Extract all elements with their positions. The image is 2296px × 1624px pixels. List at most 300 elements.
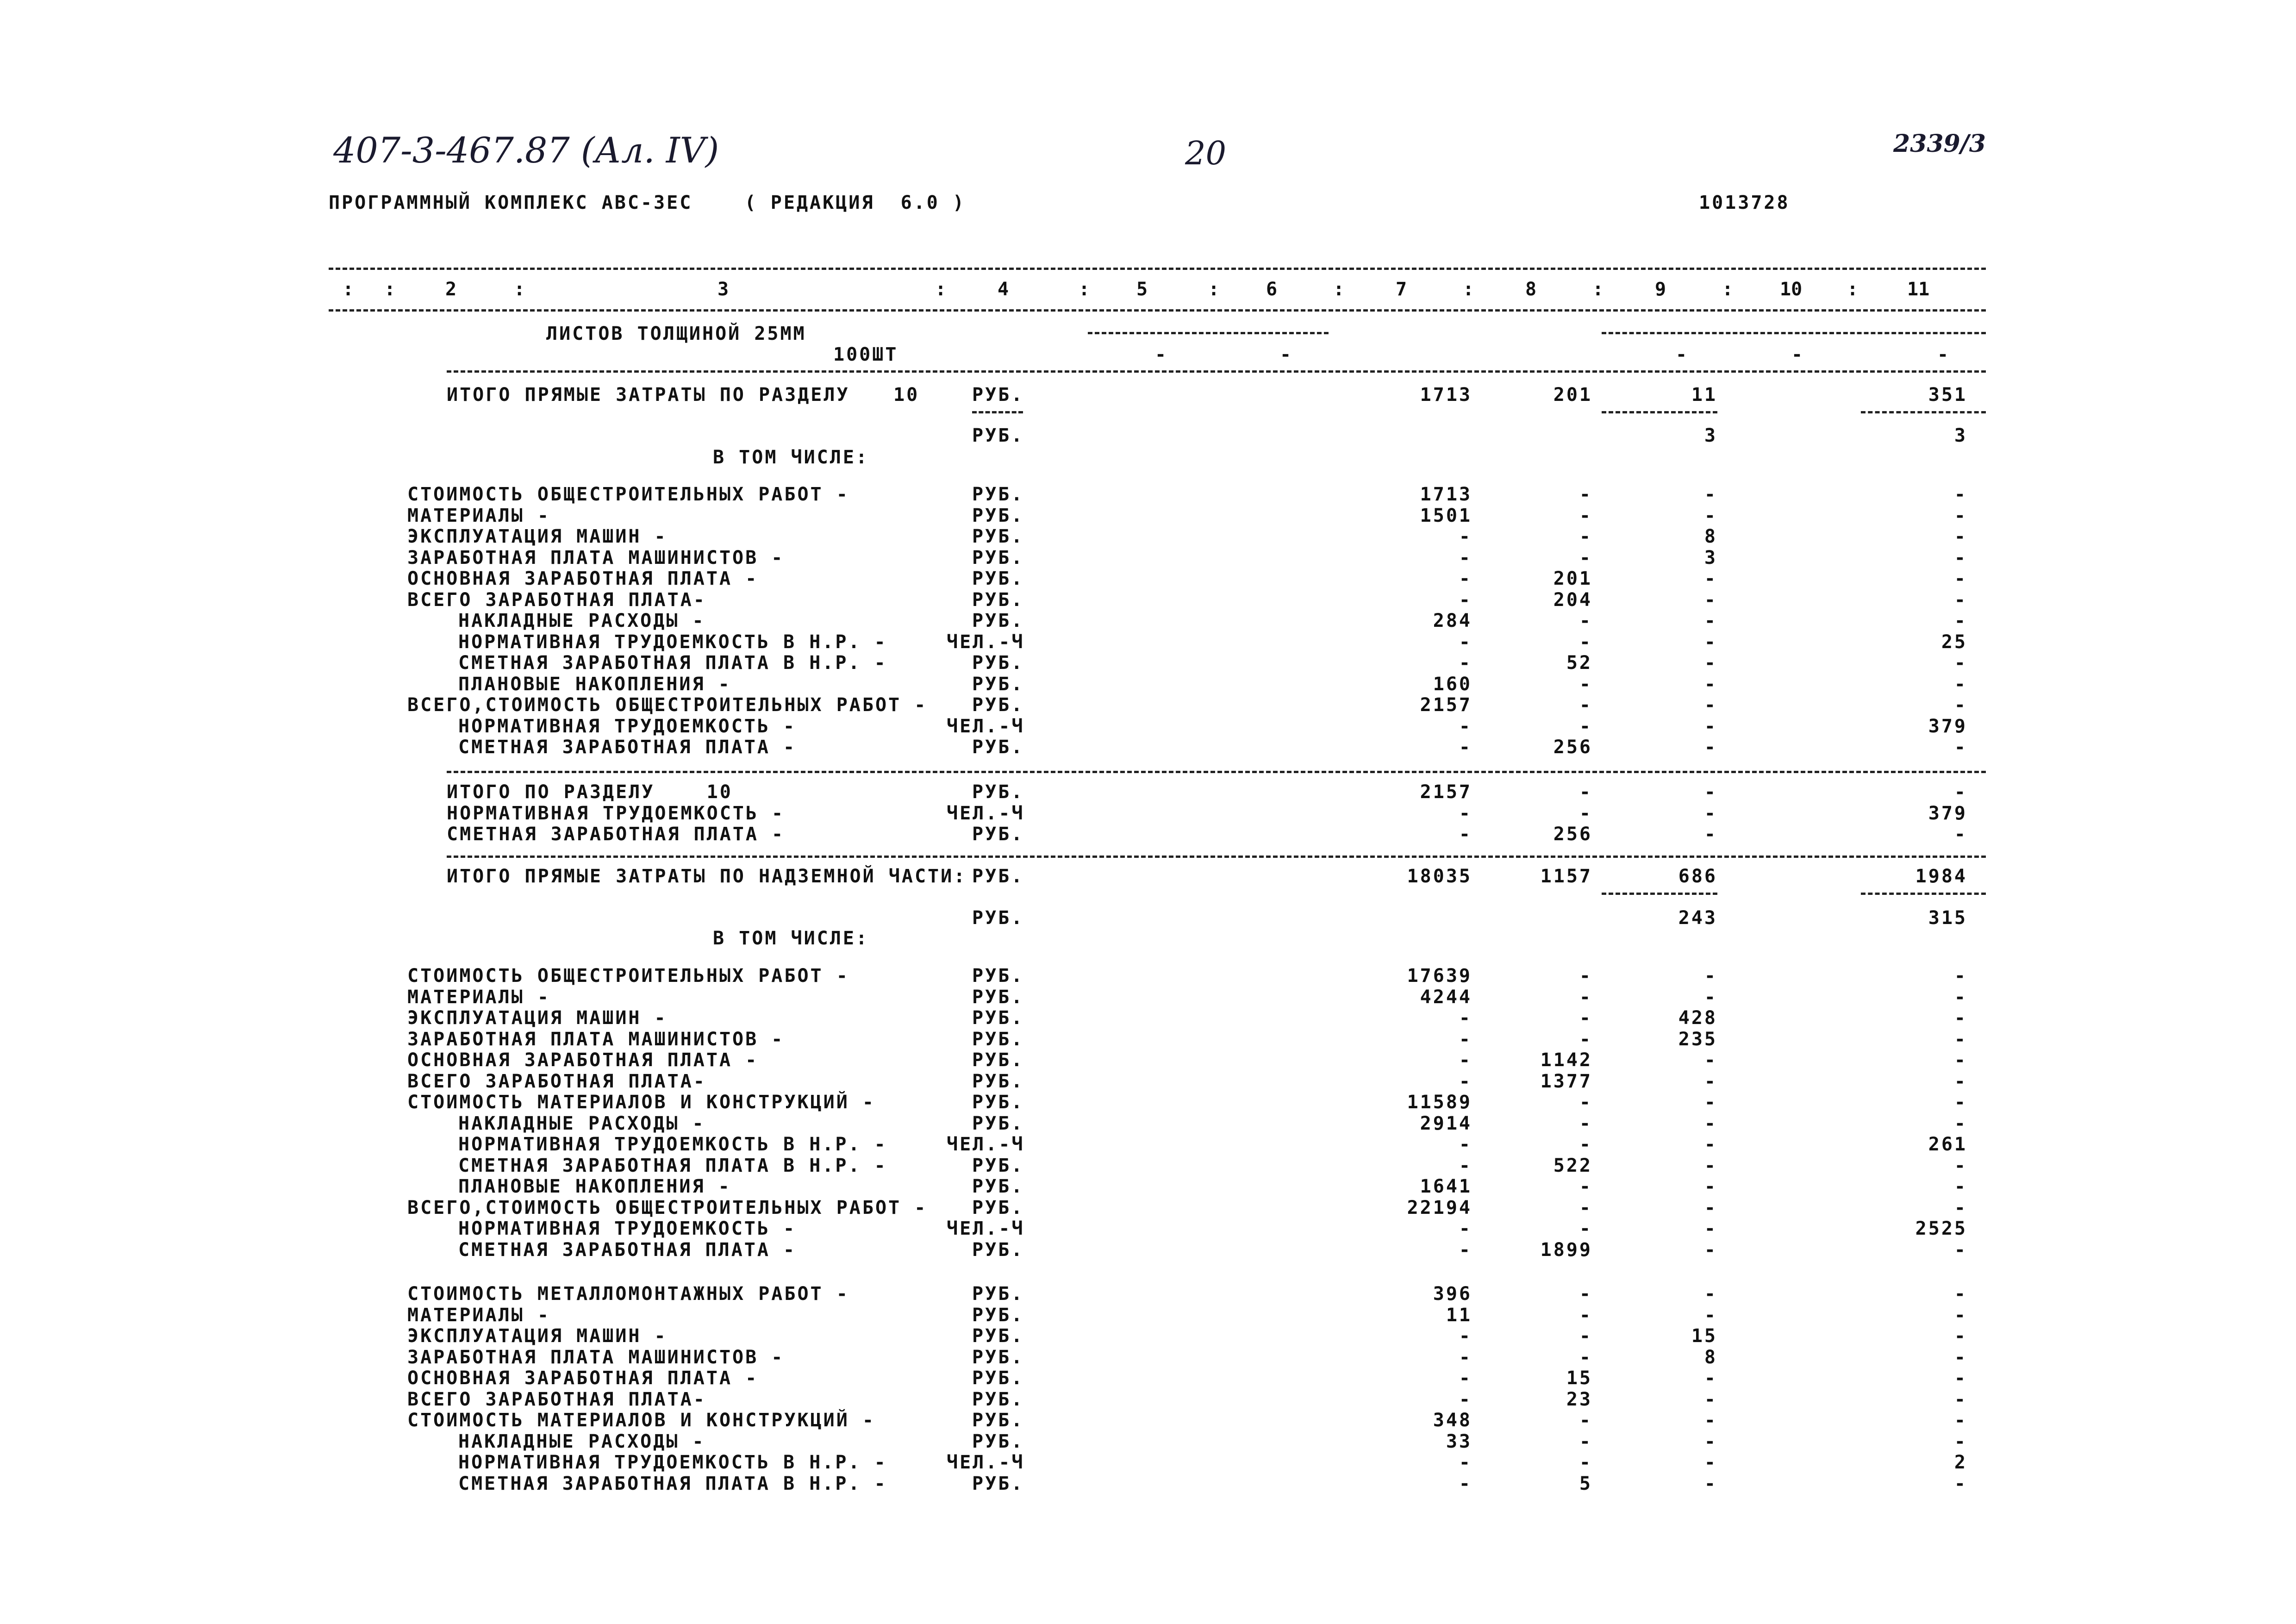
unit: РУБ. — [972, 866, 1024, 887]
row-unit: РУБ. — [972, 694, 1024, 716]
col11-value: - — [1954, 526, 1967, 547]
col8-value: - — [1579, 1218, 1592, 1239]
col8-value: - — [1579, 715, 1592, 737]
block0-dash: - — [1155, 344, 1168, 365]
col7-value: - — [1459, 1239, 1472, 1261]
col9-value: 243 — [1678, 907, 1717, 929]
row-label: ПЛАНОВЫЕ НАКОПЛЕНИЯ - — [458, 673, 731, 695]
col7-value: - — [1459, 1325, 1472, 1347]
row-unit: РУБ. — [972, 781, 1024, 803]
col7-value: - — [1459, 1070, 1472, 1092]
row-label: НОРМАТИВНАЯ ТРУДОЕМКОСТЬ В Н.Р. - — [458, 1134, 887, 1155]
table-row — [0, 1389, 2296, 1410]
col7-value: - — [1459, 1452, 1472, 1473]
col9-value: - — [1704, 1134, 1717, 1155]
col11-value: 3 — [1954, 425, 1967, 446]
col-header-8: 8 — [1525, 279, 1537, 300]
row-unit: РУБ. — [972, 589, 1024, 611]
section-rule — [447, 856, 1986, 858]
col-header-7: 7 — [1396, 279, 1407, 300]
col9-value: 11 — [1691, 384, 1717, 406]
row-label: СТОИМОСТЬ МАТЕРИАЛОВ И КОНСТРУКЦИЙ - — [407, 1092, 875, 1113]
col11-value: - — [1954, 1410, 1967, 1431]
col9-value: - — [1704, 1473, 1717, 1494]
col11-value: - — [1954, 824, 1967, 845]
col11-value: 379 — [1928, 715, 1967, 737]
table-row — [0, 484, 2296, 505]
col8-value: - — [1579, 1430, 1592, 1452]
col8-value: - — [1579, 1007, 1592, 1029]
col11-value: - — [1954, 1049, 1967, 1071]
col8-value: 256 — [1553, 737, 1592, 758]
col11-value: - — [1954, 652, 1967, 674]
col-sep: : — [514, 279, 525, 300]
col7-value: 22194 — [1407, 1197, 1472, 1218]
table-row — [0, 1134, 2296, 1155]
col9-value: - — [1704, 1218, 1717, 1239]
col7-value: 2914 — [1420, 1112, 1472, 1134]
col9-value: - — [1704, 1430, 1717, 1452]
table-row — [0, 1325, 2296, 1347]
row-unit: РУБ. — [972, 652, 1024, 674]
col11-value: - — [1954, 1388, 1967, 1410]
col9-value: - — [1704, 737, 1717, 758]
col11-value: - — [1954, 1007, 1967, 1029]
table-row — [0, 568, 2296, 589]
col11-value: - — [1954, 737, 1967, 758]
table-row — [0, 1113, 2296, 1134]
sub-rule — [1861, 893, 1986, 895]
table-row — [0, 1071, 2296, 1092]
col-sep: : — [1592, 279, 1604, 300]
col11-value: - — [1954, 1346, 1967, 1368]
sub-rule — [972, 411, 1023, 413]
table-row — [0, 547, 2296, 568]
row-unit: РУБ. — [972, 986, 1024, 1008]
sub-rule — [1602, 411, 1717, 413]
col7-value: 1501 — [1420, 505, 1472, 526]
row-unit: ЧЕЛ.-Ч — [947, 1134, 1025, 1155]
col8-value: - — [1579, 1410, 1592, 1431]
row-unit: ЧЕЛ.-Ч — [947, 631, 1025, 653]
table-row — [0, 589, 2296, 611]
col7-value: 1713 — [1420, 484, 1472, 505]
row-unit: РУБ. — [972, 1388, 1024, 1410]
col9-value: 428 — [1678, 1007, 1717, 1029]
col8-value: - — [1579, 1452, 1592, 1473]
row-label: ВСЕГО ЗАРАБОТНАЯ ПЛАТА- — [407, 1070, 706, 1092]
item-description-line1: ЛИСТОВ ТОЛЩИНОЙ 25ММ — [546, 323, 806, 344]
col9-value: - — [1704, 631, 1717, 653]
col8-value: 256 — [1553, 824, 1592, 845]
row-label: НАКЛАДНЫЕ РАСХОДЫ - — [458, 610, 705, 631]
col7-value: - — [1459, 1049, 1472, 1071]
col8-value: 522 — [1553, 1155, 1592, 1176]
col9-value: - — [1704, 1452, 1717, 1473]
col7-value: 11589 — [1407, 1092, 1472, 1113]
col7-value: - — [1459, 1028, 1472, 1050]
row-unit: ЧЕЛ.-Ч — [947, 1452, 1025, 1473]
table-row — [0, 610, 2296, 631]
table-row — [0, 1155, 2296, 1176]
col7-value: 17639 — [1407, 965, 1472, 987]
row-label: СМЕТНАЯ ЗАРАБОТНАЯ ПЛАТА - — [458, 1239, 797, 1261]
including-heading: В ТОМ ЧИСЛЕ: — [713, 928, 869, 949]
col8-value: - — [1579, 1112, 1592, 1134]
col11-value: - — [1954, 1092, 1967, 1113]
col7-value: - — [1459, 1155, 1472, 1176]
header-rule-bottom — [329, 309, 1986, 312]
col8-value: 1899 — [1540, 1239, 1592, 1261]
col8-value: - — [1579, 1283, 1592, 1305]
col11-value: 261 — [1928, 1134, 1967, 1155]
table-row — [0, 674, 2296, 695]
col-sep: : — [1208, 279, 1220, 300]
col8-value: - — [1579, 526, 1592, 547]
table-row — [0, 1176, 2296, 1197]
header-rule-top — [329, 268, 1986, 270]
row-label: СМЕТНАЯ ЗАРАБОТНАЯ ПЛАТА - — [458, 737, 797, 758]
row-unit: РУБ. — [972, 1049, 1024, 1071]
col11-value: 315 — [1928, 907, 1967, 929]
row-unit: РУБ. — [972, 1092, 1024, 1113]
row-label: НОРМАТИВНАЯ ТРУДОЕМКОСТЬ - — [458, 715, 797, 737]
row-unit: РУБ. — [972, 505, 1024, 526]
table-row — [0, 1431, 2296, 1452]
col-sep: : — [1079, 279, 1090, 300]
col-header-1: : — [343, 279, 354, 300]
col9-value: - — [1704, 824, 1717, 845]
row-label: ПЛАНОВЫЕ НАКОПЛЕНИЯ - — [458, 1176, 731, 1197]
col7-value: 348 — [1433, 1410, 1472, 1431]
sub-rule — [1861, 411, 1986, 413]
col7-value: - — [1459, 1346, 1472, 1368]
row-label: СТОИМОСТЬ ОБЩЕСТРОИТЕЛЬНЫХ РАБОТ - — [407, 965, 849, 987]
row-label: СТОИМОСТЬ МАТЕРИАЛОВ И КОНСТРУКЦИЙ - — [407, 1410, 875, 1431]
col9-value: 8 — [1704, 526, 1717, 547]
row-label: НАКЛАДНЫЕ РАСХОДЫ - — [458, 1430, 705, 1452]
col9-value: - — [1704, 1112, 1717, 1134]
col11-value: - — [1954, 781, 1967, 803]
col7-value: 18035 — [1407, 866, 1472, 887]
row-label: МАТЕРИАЛЫ - — [407, 986, 550, 1008]
col7-value: 1641 — [1420, 1176, 1472, 1197]
col8-value: - — [1579, 1092, 1592, 1113]
col9-value: - — [1704, 652, 1717, 674]
col-header-10: 10 — [1780, 279, 1803, 300]
col9-value: - — [1704, 1092, 1717, 1113]
program-header: ПРОГРАММНЫЙ КОМПЛЕКС АВС-3ЕС ( РЕДАКЦИЯ 6.0 ) — [329, 192, 966, 213]
row-label: ВСЕГО,СТОИМОСТЬ ОБЩЕСТРОИТЕЛЬНЫХ РАБОТ - — [407, 694, 928, 716]
row-label: СМЕТНАЯ ЗАРАБОТНАЯ ПЛАТА В Н.Р. - — [458, 1155, 887, 1176]
col8-value: - — [1579, 484, 1592, 505]
table-row — [0, 1029, 2296, 1050]
col8-value: - — [1579, 781, 1592, 803]
col8-value: - — [1579, 610, 1592, 631]
row-unit: РУБ. — [972, 1473, 1024, 1494]
table-row — [0, 1368, 2296, 1389]
col8-value: - — [1579, 673, 1592, 695]
col8-value: - — [1579, 986, 1592, 1008]
col-header-5: 5 — [1136, 279, 1148, 300]
col11-value: - — [1954, 1283, 1967, 1305]
table-row — [0, 965, 2296, 987]
col7-value: 396 — [1433, 1283, 1472, 1305]
total-label: ИТОГО ПРЯМЫЕ ЗАТРАТЫ ПО РАЗДЕЛУ — [447, 384, 850, 406]
col-header-9: 9 — [1655, 279, 1666, 300]
row-label: СМЕТНАЯ ЗАРАБОТНАЯ ПЛАТА В Н.Р. - — [458, 652, 887, 674]
row-unit: РУБ. — [972, 1346, 1024, 1368]
col8-value: 1377 — [1540, 1070, 1592, 1092]
row-label: ЗАРАБОТНАЯ ПЛАТА МАШИНИСТОВ - — [407, 547, 785, 568]
row-label: НОРМАТИВНАЯ ТРУДОЕМКОСТЬ В Н.Р. - — [458, 631, 887, 653]
col11-value: - — [1954, 1473, 1967, 1494]
row-unit: РУБ. — [972, 1176, 1024, 1197]
col9-value: - — [1704, 589, 1717, 611]
block0-dash: - — [1280, 344, 1293, 365]
col8-value: 201 — [1553, 568, 1592, 589]
table-row — [0, 694, 2296, 716]
col11-value: - — [1954, 1325, 1967, 1347]
table-row — [0, 1092, 2296, 1113]
col11-value: - — [1954, 986, 1967, 1008]
sub-rule — [1602, 893, 1717, 895]
col9-value: 686 — [1678, 866, 1717, 887]
col11-value: - — [1954, 484, 1967, 505]
col11-value: - — [1954, 1368, 1967, 1389]
col9-value: - — [1704, 610, 1717, 631]
col7-value: - — [1459, 737, 1472, 758]
table-row — [0, 781, 2296, 803]
table-row — [0, 1452, 2296, 1473]
unit: РУБ. — [972, 907, 1024, 929]
col9-value: - — [1704, 673, 1717, 695]
col9-value: - — [1704, 694, 1717, 716]
col11-value: - — [1954, 694, 1967, 716]
table-row — [0, 1473, 2296, 1494]
row-unit: РУБ. — [972, 1239, 1024, 1261]
col8-value: - — [1579, 802, 1592, 824]
table-row — [0, 505, 2296, 526]
handwritten-page-number: 20 — [1185, 134, 1227, 172]
table-row — [0, 1347, 2296, 1368]
col11-value: - — [1954, 1070, 1967, 1092]
col7-value: - — [1459, 1007, 1472, 1029]
col-header-6: 6 — [1266, 279, 1278, 300]
table-row — [0, 716, 2296, 737]
document-number: 1013728 — [1699, 192, 1790, 213]
col7-value: - — [1459, 1218, 1472, 1239]
col7-value: 160 — [1433, 673, 1472, 695]
col7-value: 2157 — [1420, 781, 1472, 803]
col8-value: 201 — [1553, 384, 1592, 406]
col9-value: - — [1704, 1239, 1717, 1261]
row-unit: РУБ. — [972, 1155, 1024, 1176]
col-sep: : — [935, 279, 947, 300]
row-label: ОСНОВНАЯ ЗАРАБОТНАЯ ПЛАТА - — [407, 568, 759, 589]
col8-value: - — [1579, 505, 1592, 526]
section-rule — [447, 370, 1986, 373]
col7-value: - — [1459, 526, 1472, 547]
row-label: СМЕТНАЯ ЗАРАБОТНАЯ ПЛАТА - — [447, 824, 785, 845]
row-unit: РУБ. — [972, 568, 1024, 589]
table-row — [0, 803, 2296, 824]
col11-value: - — [1954, 1239, 1967, 1261]
handwritten-ref: 2339/3 — [1893, 130, 1986, 158]
row-label: ОСНОВНАЯ ЗАРАБОТНАЯ ПЛАТА - — [407, 1049, 759, 1071]
row-unit: РУБ. — [972, 1325, 1024, 1347]
row-label: НОРМАТИВНАЯ ТРУДОЕМКОСТЬ - — [458, 1218, 797, 1239]
col9-value: - — [1704, 715, 1717, 737]
col9-value: - — [1704, 1197, 1717, 1218]
col8-value: 15 — [1566, 1368, 1592, 1389]
row-unit: ЧЕЛ.-Ч — [947, 715, 1025, 737]
col9-value: - — [1704, 965, 1717, 987]
col8-value: - — [1579, 694, 1592, 716]
row-label: ЗАРАБОТНАЯ ПЛАТА МАШИНИСТОВ - — [407, 1028, 785, 1050]
col9-value: - — [1704, 986, 1717, 1008]
col11-value: - — [1954, 1028, 1967, 1050]
row-unit: РУБ. — [972, 610, 1024, 631]
col7-value: - — [1459, 715, 1472, 737]
col7-value: - — [1459, 1473, 1472, 1494]
col9-value: - — [1704, 1283, 1717, 1305]
col9-value: 3 — [1704, 547, 1717, 568]
col11-value: - — [1954, 1155, 1967, 1176]
row-label: ЭКСПЛУАТАЦИЯ МАШИН - — [407, 1007, 668, 1029]
table-row — [0, 1239, 2296, 1261]
row-unit: ЧЕЛ.-Ч — [947, 1218, 1025, 1239]
col11-value: - — [1954, 1176, 1967, 1197]
col11-value: - — [1954, 1112, 1967, 1134]
row-unit: РУБ. — [972, 1304, 1024, 1326]
row-label: ЭКСПЛУАТАЦИЯ МАШИН - — [407, 1325, 668, 1347]
total-label: ИТОГО ПРЯМЫЕ ЗАТРАТЫ ПО НАДЗЕМНОЙ ЧАСТИ: — [447, 866, 967, 887]
block0-dash: - — [1791, 344, 1805, 365]
row-label: МАТЕРИАЛЫ - — [407, 505, 550, 526]
col7-value: - — [1459, 824, 1472, 845]
col8-value: - — [1579, 631, 1592, 653]
col8-value: 52 — [1566, 652, 1592, 674]
row-unit: РУБ. — [972, 1007, 1024, 1029]
col9-value: - — [1704, 505, 1717, 526]
col11-value: 2 — [1954, 1452, 1967, 1473]
col9-value: 15 — [1691, 1325, 1717, 1347]
col9-value: - — [1704, 1388, 1717, 1410]
col11-value: 379 — [1928, 802, 1967, 824]
unit: РУБ. — [972, 425, 1024, 446]
col8-value: 204 — [1553, 589, 1592, 611]
row-label: СМЕТНАЯ ЗАРАБОТНАЯ ПЛАТА В Н.Р. - — [458, 1473, 887, 1494]
col7-value: - — [1459, 652, 1472, 674]
col9-value: - — [1704, 1070, 1717, 1092]
col11-value: 2525 — [1915, 1218, 1967, 1239]
col11-value: - — [1954, 547, 1967, 568]
table-row — [0, 1218, 2296, 1239]
col8-value: - — [1579, 1197, 1592, 1218]
col8-value: - — [1579, 1346, 1592, 1368]
col11-value: - — [1954, 1197, 1967, 1218]
col9-value: - — [1704, 568, 1717, 589]
col-sep: : — [1333, 279, 1345, 300]
section-rule — [447, 771, 1986, 773]
col9-value: - — [1704, 1155, 1717, 1176]
col7-value: - — [1459, 802, 1472, 824]
row-unit: РУБ. — [972, 824, 1024, 845]
row-unit: РУБ. — [972, 965, 1024, 987]
table-row — [0, 1049, 2296, 1071]
col11-value: - — [1954, 610, 1967, 631]
col8-value: - — [1579, 1325, 1592, 1347]
col8-value: 5 — [1579, 1473, 1592, 1494]
col-header-11: 11 — [1907, 279, 1930, 300]
block0-dash: - — [1676, 344, 1689, 365]
row-label: ЭКСПЛУАТАЦИЯ МАШИН - — [407, 526, 668, 547]
col11-value: - — [1954, 568, 1967, 589]
col11-value: - — [1954, 589, 1967, 611]
col7-value: 1713 — [1420, 384, 1472, 406]
row-label: МАТЕРИАЛЫ - — [407, 1304, 550, 1326]
col7-value: - — [1459, 1368, 1472, 1389]
col-header-3: 3 — [718, 279, 729, 300]
col8-value: - — [1579, 1134, 1592, 1155]
col8-value: 1157 — [1540, 866, 1592, 887]
row-label: ОСНОВНАЯ ЗАРАБОТНАЯ ПЛАТА - — [407, 1368, 759, 1389]
row-unit: РУБ. — [972, 1112, 1024, 1134]
total-direct-section-row — [0, 384, 2296, 406]
col7-value: 284 — [1433, 610, 1472, 631]
col7-value: - — [1459, 1388, 1472, 1410]
col9-value: 8 — [1704, 1346, 1717, 1368]
col7-value: - — [1459, 631, 1472, 653]
total-direct-above-ground-row — [0, 866, 2296, 887]
table-row — [0, 1197, 2296, 1218]
table-row — [0, 1007, 2296, 1029]
col9-value: - — [1704, 1410, 1717, 1431]
total-direct-above-ground-row2 — [0, 907, 2296, 929]
col11-value: - — [1954, 505, 1967, 526]
col8-value: 1142 — [1540, 1049, 1592, 1071]
col11-value: - — [1954, 1304, 1967, 1326]
row-unit: РУБ. — [972, 526, 1024, 547]
row-label: СТОИМОСТЬ МЕТАЛЛОМОНТАЖНЫХ РАБОТ - — [407, 1283, 849, 1305]
unit: РУБ. — [972, 384, 1024, 406]
col7-value: - — [1459, 589, 1472, 611]
col7-value: 4244 — [1420, 986, 1472, 1008]
col9-value: - — [1704, 1176, 1717, 1197]
row-label: ИТОГО ПО РАЗДЕЛУ 10 — [447, 781, 733, 803]
row-label: ВСЕГО ЗАРАБОТНАЯ ПЛАТА- — [407, 1388, 706, 1410]
block0-rule — [1088, 332, 1329, 334]
col9-value: 3 — [1704, 425, 1717, 446]
row-unit: РУБ. — [972, 1070, 1024, 1092]
row-unit: РУБ. — [972, 1197, 1024, 1218]
row-unit: РУБ. — [972, 1430, 1024, 1452]
col7-value: - — [1459, 547, 1472, 568]
row-unit: РУБ. — [972, 547, 1024, 568]
row-unit: РУБ. — [972, 737, 1024, 758]
row-unit: РУБ. — [972, 1410, 1024, 1431]
col8-value: - — [1579, 1176, 1592, 1197]
handwritten-code: 407-3-467.87 (Ал. IV) — [333, 130, 719, 171]
row-unit: РУБ. — [972, 1368, 1024, 1389]
table-row — [0, 631, 2296, 653]
row-label: СТОИМОСТЬ ОБЩЕСТРОИТЕЛЬНЫХ РАБОТ - — [407, 484, 849, 505]
col11-value: 351 — [1928, 384, 1967, 406]
item-quantity-unit: 100ШТ — [833, 344, 898, 365]
col11-value: - — [1954, 1430, 1967, 1452]
table-row — [0, 987, 2296, 1008]
